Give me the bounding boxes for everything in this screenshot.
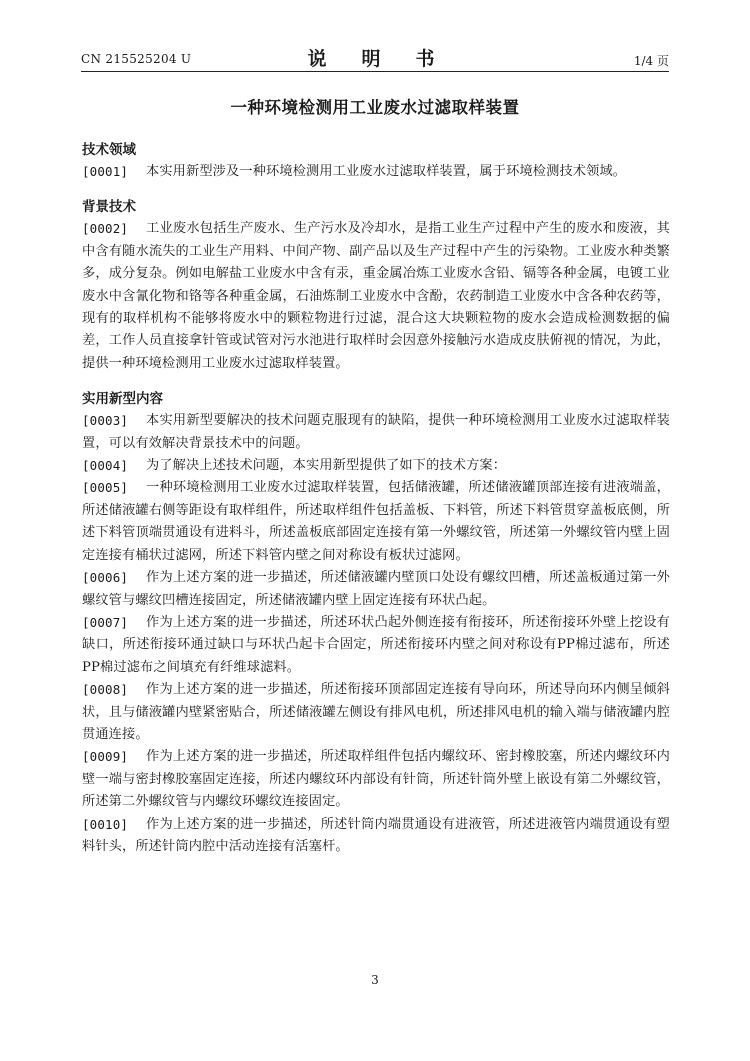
- paragraph: [82, 218, 670, 375]
- paragraph-text: 作为上述方案的进一步描述，所述取样组件包括内螺纹环、密封橡胶塞，所述内螺纹环内壁一端与密封橡胶塞固定连接，所述内螺纹环内部设有针筒，所述针筒外壁上嵌设有第二外螺纹管，所述第二外螺纹管与内螺纹环螺纹连接固定。: [82, 749, 670, 810]
- paragraph-text: 作为上述方案的进一步描述，所述针筒内端贯通设有进液管，所述进液管内端贯通设有塑料针头，所述针筒内腔中活动连接有活塞杆。: [82, 816, 670, 854]
- paragraph-number: [0003]: [82, 413, 129, 429]
- page-number: 3: [371, 973, 379, 987]
- paragraph-number: [0007]: [82, 614, 129, 630]
- page-indicator: 1/4 页: [633, 54, 669, 68]
- page-header: [81, 42, 669, 72]
- section-heading: 技术领域: [82, 142, 136, 158]
- paragraph-number: [0008]: [82, 682, 129, 698]
- paragraph-number: [0006]: [82, 570, 129, 586]
- paragraph-number: [0005]: [82, 480, 129, 496]
- section-heading: 背景技术: [82, 199, 136, 216]
- paragraph: [82, 161, 670, 183]
- paragraph: [82, 612, 670, 679]
- paragraph-text: 一种环境检测用工业废水过滤取样装置，包括储液罐，所述储液罐顶部连接有进液端盖，所述储液罐右侧等距设有取样组件，所述取样组件包括盖板、下料管，所述下料管贯穿盖板底侧，所述下料管顶端贯通设有进料斗，所述盖板底部固定连接有第一外螺纹管，所述第一外螺纹管内壁上固定连接有桶状过滤网，所述下料管内壁之间对称设有板状过滤网。: [82, 480, 670, 563]
- paragraph: [82, 410, 670, 455]
- paragraph-text: 作为上述方案的进一步描述，所述储液罐内壁顶口处设有螺纹凹槽，所述盖板通过第一外螺纹管与螺纹凹槽连接固定，所述储液罐内壁上固定连接有环状凸起。: [82, 570, 670, 608]
- paragraph-text: 工业废水包括生产废水、生产污水及冷却水，是指工业生产过程中产生的废水和废液，其中含有随水流失的工业生产用料、中间产物、副产品以及生产过程中产生的污染物。工业废水种类繁多，成分复杂。例如电解盐工业废水中含有汞，重金属冶炼工业废水含铅、镉等各种金属，电镀工业废水中含氰化物和铬等各种重金属，石油炼制工业废水中含酚，农药制造工业废水中含各种农药等，现有的取样机构不能够将废水中的颗粒物进行过滤，混合这大块颗粒物的废水会造成检测数据的偏差，工作人员直接拿针管或试管对污水池进行取样时会因意外接触污水造成皮肤俯视的情况，为此，提供一种环境检测用工业废水过滤取样装置。: [82, 221, 670, 371]
- document-body: [82, 140, 670, 858]
- paragraph: [82, 567, 670, 612]
- paragraph-number: [0001]: [82, 164, 129, 179]
- paragraph: [82, 679, 670, 746]
- paragraph: [82, 477, 670, 567]
- paragraph-number: [0009]: [82, 749, 129, 765]
- document-type: 说 明 书: [307, 48, 443, 70]
- paragraph: [82, 455, 670, 477]
- patent-number: CN 215525204 U: [81, 52, 192, 66]
- paragraph-number: [0002]: [82, 221, 129, 237]
- paragraph: [82, 814, 670, 859]
- paragraph-text: 作为上述方案的进一步描述，所述环状凸起外侧连接有衔接环，所述衔接环外壁上挖设有缺口，所述衔接环通过缺口与环状凸起卡合固定，所述衔接环内壁之间对称设有PP棉过滤布，所述PP棉过滤布之间填充有纤维球滤料。: [82, 614, 670, 675]
- paragraph: [82, 746, 670, 813]
- paragraph-text: 本实用新型要解决的技术问题克服现有的缺陷，提供一种环境检测用工业废水过滤取样装置，可以有效解决背景技术中的问题。: [82, 413, 670, 451]
- header-divider: [81, 71, 669, 72]
- paragraph-number: [0004]: [82, 458, 129, 474]
- document-title: 一种环境检测用工业废水过滤取样装置: [230, 98, 520, 117]
- paragraph-text: 为了解决上述技术问题，本实用新型提供了如下的技术方案：: [146, 458, 507, 474]
- paragraph-number: [0010]: [82, 816, 129, 832]
- paragraph-text: 作为上述方案的进一步描述，所述衔接环顶部固定连接有导向环，所述导向环内侧呈倾斜状，且与储液罐内壁紧密贴合，所述储液罐左侧设有排风电机，所述排风电机的输入端与储液罐内腔贯通连接。: [82, 682, 670, 742]
- paragraph-text: 本实用新型涉及一种环境检测用工业废水过滤取样装置，属于环境检测技术领域。: [146, 164, 627, 179]
- section-heading: 实用新型内容: [82, 391, 163, 408]
